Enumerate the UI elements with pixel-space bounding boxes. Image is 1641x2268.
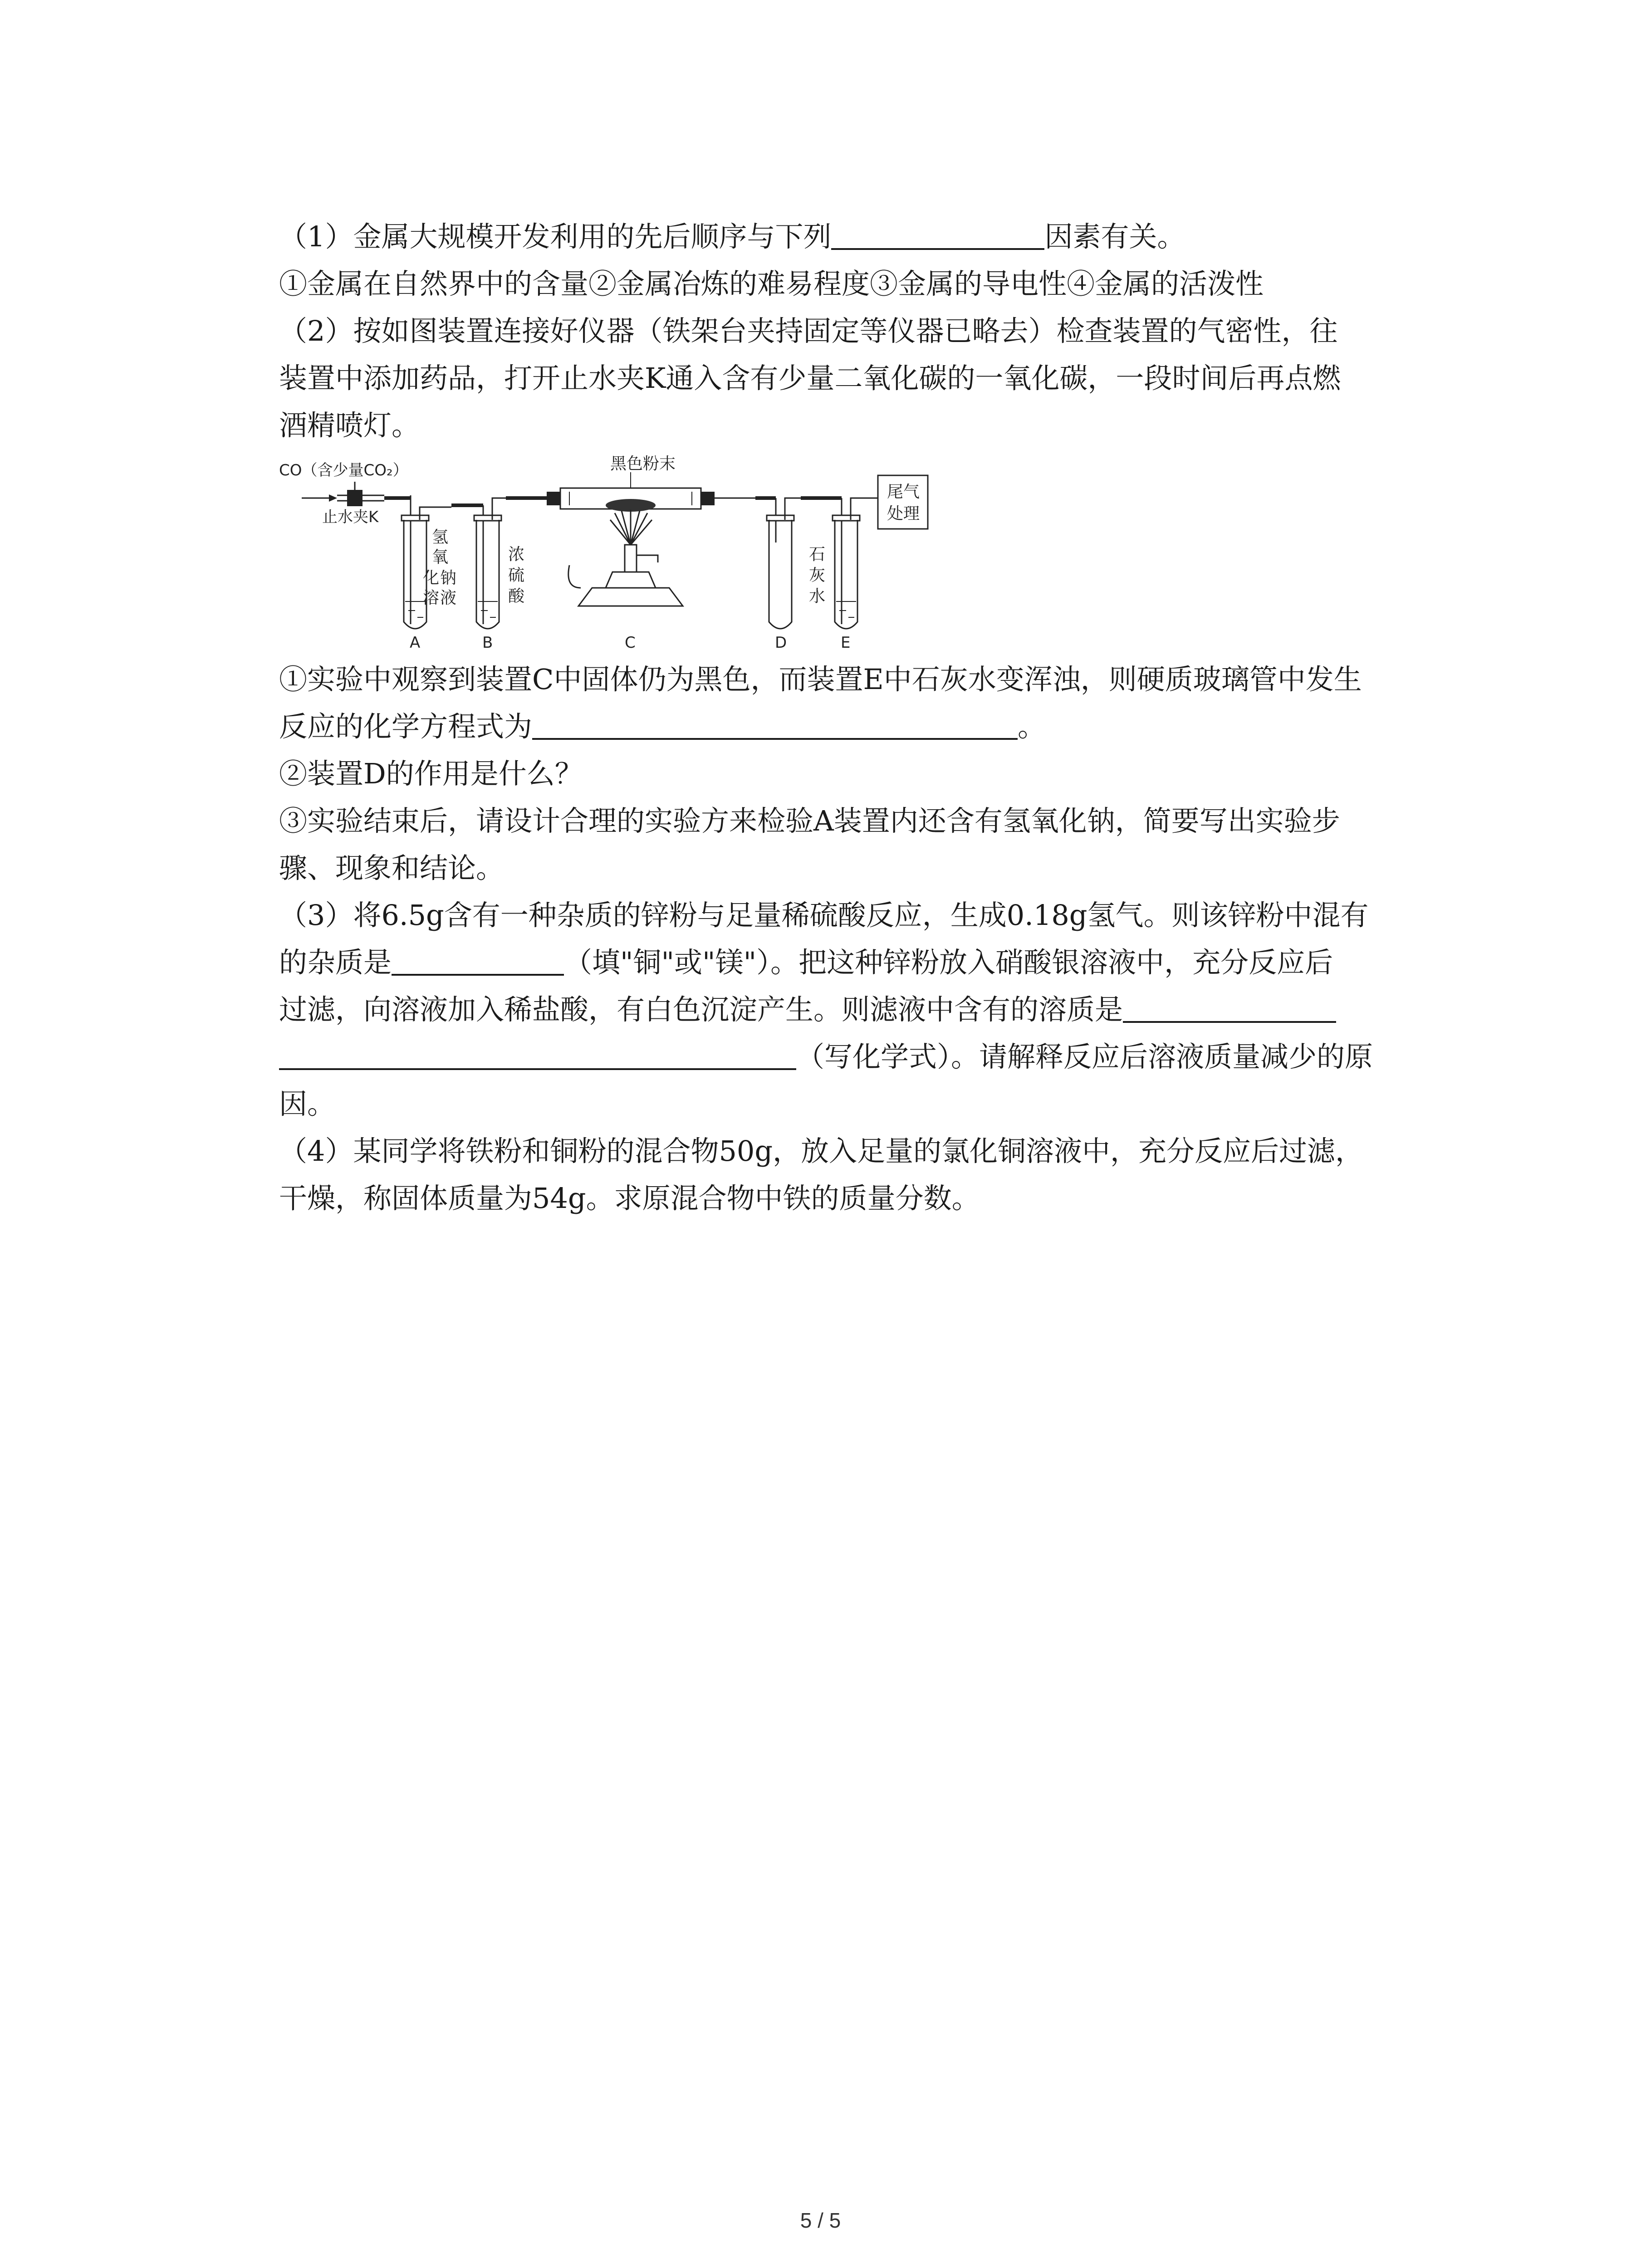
q2-sub1-line2 [279, 703, 1440, 750]
q2-sub1-suffix: 。 [1018, 710, 1046, 743]
q2-line3: 酒精喷灯。 [279, 409, 420, 442]
impurity-answer-blank[interactable] [392, 945, 564, 976]
q1-options: ①金属在自然界中的含量②金属冶炼的难易程度③金属的导电性④金属的活泼性 [279, 267, 1264, 300]
valve-label: 止水夹K [322, 508, 379, 526]
label-b: B [482, 634, 493, 651]
q3-line4 [279, 1033, 1440, 1080]
q3-line3-text: 过滤，向溶液加入稀盐酸，有白色沉淀产生。则滤液中含有的溶质是 [279, 993, 1123, 1026]
q2-sub1-prefix: 反应的化学方程式为 [279, 710, 533, 743]
q1-answer-blank[interactable] [831, 219, 1044, 250]
black-powder [606, 499, 656, 512]
q1-line [279, 213, 1440, 260]
label-d: D [775, 634, 787, 651]
q4-line1: （4）某同学将铁粉和铜粉的混合物50g，放入足量的氯化铜溶液中，充分反应后过滤， [279, 1134, 1364, 1168]
acid-char-1: 浓 [508, 545, 525, 564]
q2-sub3-line1: ③实验结束后，请设计合理的实验方来检验A装置内还含有氢氧化钠，简要写出实验步 [279, 804, 1340, 837]
naoh-char-6: 液 [440, 589, 457, 607]
q3-line1: （3）将6.5g含有一种杂质的锌粉与足量稀硫酸反应，生成0.18g氢气。则该锌粉中混有 [279, 899, 1369, 932]
solute-answer-blank-2[interactable] [279, 1039, 796, 1070]
arrow-head-icon [329, 494, 337, 502]
label-c: C [625, 634, 636, 651]
lime-char-3: 水 [809, 587, 826, 606]
label-e: E [841, 634, 851, 651]
naoh-char-3: 化 [423, 569, 440, 587]
spray-lamp-icon [606, 572, 656, 588]
lime-char-1: 石 [809, 545, 826, 564]
tube-e [833, 498, 878, 629]
q3-line2-suffix: （填"铜"或"镁"）。把这种锌粉放入硝酸银溶液中，充分反应后 [564, 946, 1333, 979]
naoh-char-5: 溶 [423, 589, 440, 607]
q2-sub2: ②装置D的作用是什么？ [279, 757, 583, 790]
equation-answer-blank[interactable] [532, 709, 1018, 740]
q3-line4-suffix: （写化学式）。请解释反应后溶液质量减少的原 [796, 1040, 1373, 1073]
q2-line2: 装置中添加药品，打开止水夹K通入含有少量二氧化碳的一氧化碳，一段时间后再点燃 [279, 362, 1341, 395]
label-a: A [410, 634, 421, 651]
q2-sub3-line2: 骤、现象和结论。 [279, 851, 505, 885]
q2-sub1-line1: ①实验中观察到装置C中固体仍为黑色，而装置E中石灰水变浑浊，则硬质玻璃管中发生 [279, 663, 1362, 696]
acid-char-3: 酸 [508, 587, 525, 606]
acid-char-2: 硫 [508, 566, 525, 585]
tail-label-1: 尾气 [887, 483, 920, 501]
hard-glass-tube-c [547, 488, 715, 606]
apparatus-diagram [279, 452, 978, 651]
naoh-char-4: 钠 [440, 569, 457, 587]
flame-icon [610, 510, 652, 545]
q1-suffix: 因素有关。 [1044, 220, 1185, 253]
tail-label-2: 处理 [887, 504, 920, 523]
q3-line5: 因。 [279, 1087, 336, 1120]
valve-k-icon [347, 490, 362, 506]
gas-label: CO（含少量CO₂） [279, 461, 408, 479]
solute-answer-blank-1[interactable] [1123, 992, 1336, 1023]
question-content [279, 213, 1440, 1222]
naoh-char-2: 氧 [432, 548, 449, 567]
q3-line2-prefix: 的杂质是 [279, 946, 392, 979]
q4-line2: 干燥，称固体质量为54g。求原混合物中铁的质量分数。 [279, 1182, 980, 1215]
lime-char-2: 灰 [809, 566, 826, 585]
q2-line1: （2）按如图装置连接好仪器（铁架台夹持固定等仪器已略去）检查装置的气密性，往 [279, 314, 1338, 347]
q1-prefix: （1）金属大规模开发利用的先后顺序与下列 [279, 220, 832, 253]
page-number: 5 / 5 [800, 2209, 841, 2232]
naoh-char-1: 氢 [432, 528, 449, 547]
q3-line2 [279, 939, 1440, 986]
powder-label: 黑色粉末 [610, 455, 676, 473]
q3-line3 [279, 986, 1440, 1033]
